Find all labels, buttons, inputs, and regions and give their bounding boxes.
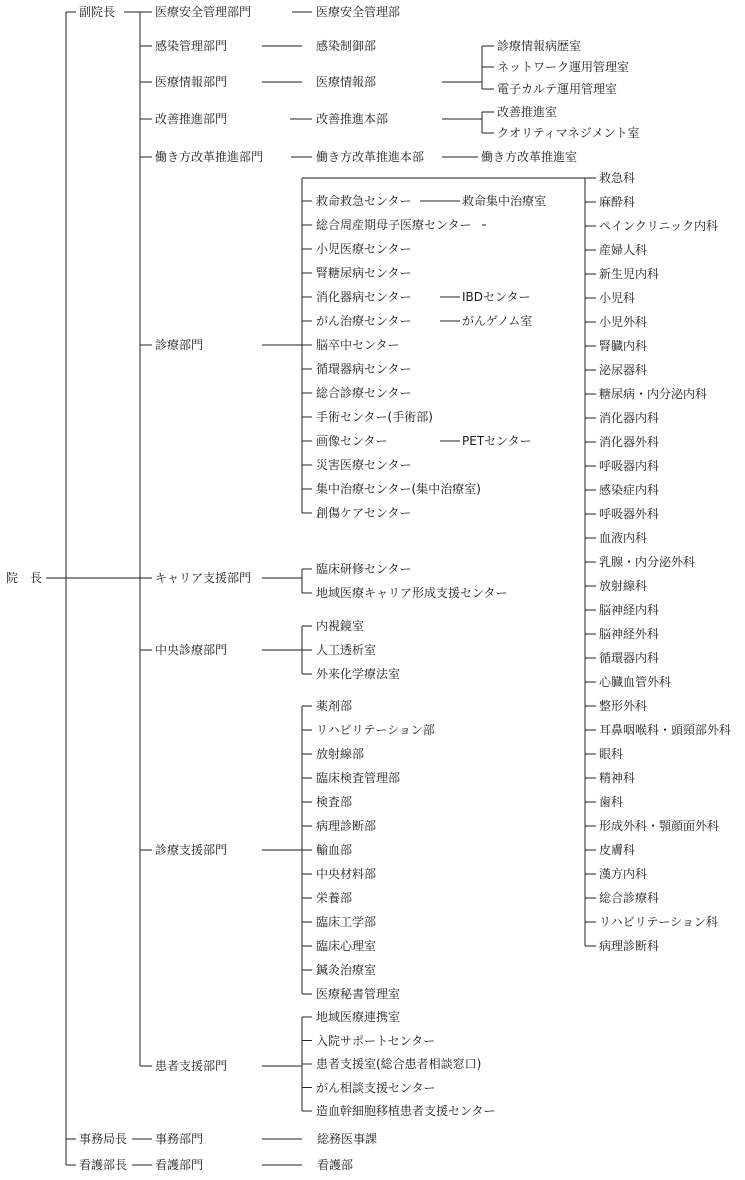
support-dept-11: 鍼灸治療室 [316, 963, 377, 977]
patient-dept-4: 造血幹細胞移植患者支援センター [316, 1104, 496, 1118]
dept-med-info: 医療情報部 [316, 75, 377, 89]
center-0: 救命救急センター [316, 194, 412, 208]
unit-nursing: 看護部門 [155, 1158, 204, 1172]
med-info-sub-2: 電子カルテ運用管理室 [497, 82, 618, 96]
clinic-23: 耳鼻咽喉科・頭頸部外科 [599, 723, 732, 737]
clinic-5: 小児科 [599, 291, 636, 305]
career-dept-1: 地域医療キャリア形成支援センター [316, 586, 508, 600]
central-dept-0: 内視鏡室 [316, 619, 365, 633]
center-sub-4: IBDセンター [462, 290, 531, 304]
unit-2: 医療情報部門 [155, 75, 228, 89]
clinic-18: 脳神経内科 [599, 603, 660, 617]
clinic-21: 心臓血管外科 [599, 675, 672, 689]
branch-head-2: 看護部長 [79, 1158, 128, 1172]
center-sub-0: 救命集中治療室 [462, 194, 547, 208]
clinic-17: 放射線科 [599, 579, 648, 593]
improvement-sub-1: クオリティマネジメント室 [497, 126, 640, 140]
center-6: 脳卒中センター [316, 338, 400, 352]
patient-dept-2: 患者支援室(総合患者相談窓口) [316, 1057, 482, 1071]
workstyle-sub-0: 働き方改革推進室 [481, 150, 578, 164]
center-4: 消化器病センター [316, 290, 412, 304]
support-dept-12: 医療秘書管理室 [316, 987, 401, 1001]
clinic-27: 形成外科・顎顔面外科 [599, 819, 720, 833]
unit-support: 診療支援部門 [155, 843, 228, 857]
clinic-3: 産婦人科 [599, 243, 648, 257]
unit-admin: 事務部門 [155, 1132, 204, 1146]
center-sub-10: PETセンター [462, 434, 532, 448]
clinic-19: 脳神経外科 [599, 627, 660, 641]
center-5: がん治療センター [316, 314, 412, 328]
unit-3: 改善推進部門 [155, 112, 228, 126]
center-11: 災害医療センター [316, 458, 412, 472]
central-dept-1: 人工透析室 [316, 643, 377, 657]
clinic-24: 眼科 [599, 747, 624, 761]
unit-career: キャリア支援部門 [155, 571, 252, 585]
center-7: 循環器病センター [316, 362, 412, 376]
center-13: 創傷ケアセンター [316, 506, 412, 520]
center-3: 腎糖尿病センター [316, 266, 412, 280]
clinic-22: 整形外科 [599, 699, 648, 713]
clinic-13: 感染症内科 [599, 483, 660, 497]
patient-dept-3: がん相談支援センター [316, 1080, 436, 1095]
support-dept-3: 臨床検査管理部 [316, 771, 401, 785]
clinic-16: 乳腺・内分泌外科 [599, 555, 696, 569]
support-dept-2: 放射線部 [316, 747, 365, 761]
career-dept-0: 臨床研修センター [316, 562, 412, 576]
clinic-11: 消化器外科 [599, 435, 660, 449]
dept-workstyle: 働き方改革推進本部 [316, 150, 425, 164]
center-12: 集中治療センター(集中治療室) [316, 482, 481, 496]
clinic-2: ペインクリニック内科 [599, 219, 719, 233]
dept-infection: 感染制御部 [316, 39, 377, 53]
patient-dept-1: 入院サポートセンター [316, 1033, 436, 1048]
support-dept-1: リハビリテーション部 [316, 723, 435, 737]
clinic-9: 糖尿病・内分泌内科 [599, 387, 708, 401]
unit-0: 医療安全管理部門 [155, 5, 252, 19]
dept-general-affairs: 総務医事課 [317, 1132, 378, 1146]
clinic-15: 血液内科 [599, 531, 648, 545]
clinic-0: 救急科 [599, 171, 636, 185]
clinic-1: 麻酔科 [599, 195, 636, 209]
unit-4: 働き方改革推進部門 [155, 150, 264, 164]
med-info-sub-0: 診療情報病歴室 [497, 39, 582, 53]
support-dept-5: 病理診断部 [316, 819, 377, 833]
support-dept-10: 臨床心理室 [316, 939, 377, 953]
support-dept-4: 検査部 [316, 795, 353, 809]
clinic-10: 消化器内科 [599, 411, 660, 425]
clinic-8: 泌尿器科 [599, 363, 648, 377]
unit-central: 中央診療部門 [155, 643, 228, 657]
clinic-12: 呼吸器内科 [599, 459, 660, 473]
center-sub-5: がんゲノム室 [462, 314, 533, 328]
support-dept-6: 輸血部 [316, 843, 353, 857]
med-info-sub-1: ネットワーク運用管理室 [497, 60, 630, 74]
center-10: 画像センター [316, 434, 388, 448]
clinic-28: 皮膚科 [599, 843, 636, 857]
center-2: 小児医療センター [316, 242, 412, 256]
clinic-7: 腎臓内科 [599, 339, 648, 353]
clinic-14: 呼吸器外科 [599, 507, 660, 521]
support-dept-9: 臨床工学部 [316, 915, 377, 929]
clinic-25: 精神科 [599, 771, 636, 785]
clinic-31: リハビリテーション科 [599, 915, 718, 929]
unit-1: 感染管理部門 [155, 39, 228, 53]
unit-clinical: 診療部門 [155, 338, 204, 352]
director-label: 院 長 [6, 571, 43, 585]
center-8: 総合診療センター [316, 386, 412, 400]
clinic-26: 歯科 [599, 795, 624, 809]
clinic-29: 漢方内科 [599, 867, 648, 881]
patient-dept-0: 地域医療連携室 [316, 1010, 401, 1024]
clinic-20: 循環器内科 [599, 651, 660, 665]
improvement-sub-0: 改善推進室 [497, 105, 558, 119]
dept-safety: 医療安全管理部 [316, 5, 401, 19]
branch-head-1: 事務局長 [79, 1132, 128, 1146]
support-dept-8: 栄養部 [316, 891, 353, 905]
center-1: 総合周産期母子医療センター [316, 218, 472, 232]
dept-nursing: 看護部 [317, 1158, 354, 1172]
dept-improvement: 改善推進本部 [316, 112, 389, 126]
clinic-6: 小児外科 [599, 315, 648, 329]
branch-head-0: 副院長 [79, 5, 116, 19]
support-dept-7: 中央材料部 [316, 867, 377, 881]
center-9: 手術センター(手術部) [316, 410, 433, 424]
clinic-4: 新生児内科 [599, 267, 660, 281]
support-dept-0: 薬剤部 [316, 699, 353, 713]
clinic-32: 病理診断科 [599, 939, 660, 953]
clinic-30: 総合診療科 [599, 891, 660, 905]
unit-patient: 患者支援部門 [155, 1059, 228, 1073]
central-dept-2: 外来化学療法室 [316, 667, 401, 681]
